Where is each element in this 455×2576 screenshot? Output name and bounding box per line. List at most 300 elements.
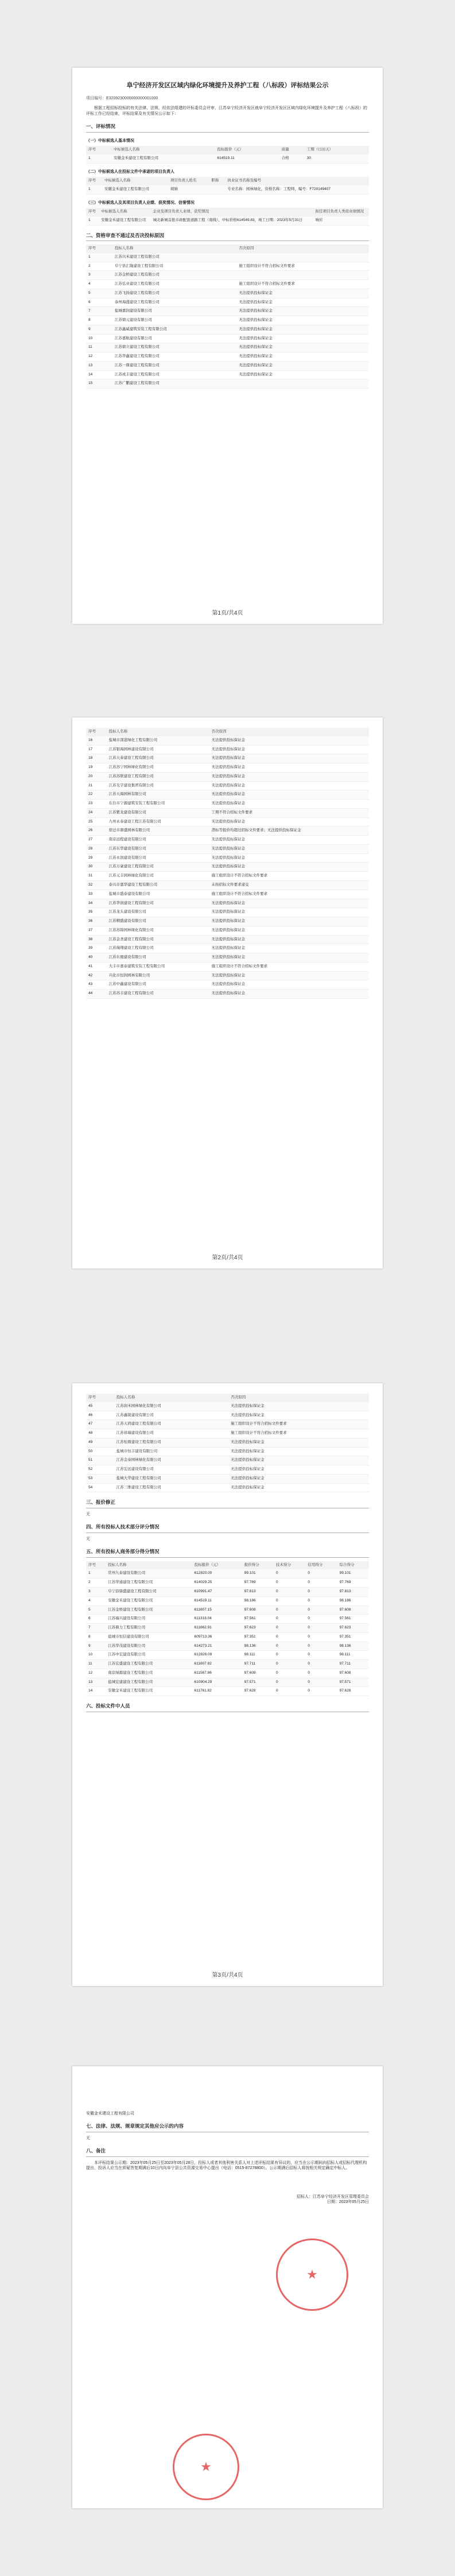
signature-block (86, 2194, 369, 2205)
cell: 江苏东华建设有限公司 (107, 844, 209, 854)
cell: 无法提供投标保证金 (209, 817, 369, 827)
cell: 江苏鼎元建设有限公司 (112, 316, 236, 325)
cell: 江苏宏盛建设工程有限公司 (106, 1660, 192, 1669)
table-row (86, 935, 369, 944)
cell: 0 (305, 1687, 337, 1696)
page-footer: 第3页/共4页 (212, 1972, 243, 1978)
cell: 江苏金圣建设工程有限公司 (107, 935, 209, 944)
cell: 1 (86, 154, 111, 163)
col-header: 投标人名称 (106, 1561, 192, 1570)
cell: 江苏龙头建设有限公司 (107, 908, 209, 917)
col-header: 投标人名称 (107, 728, 209, 736)
cell: 14 (86, 370, 112, 379)
intro-text: 根据工程招标投标的有关法律、法规，经依法组建的评标委员会评审，江苏阜宁经济开发区就阜宁经济开发区区域内绿化环境提升及养护工程（八标段）的评标工作已经结束，评标结果及有关情况公示如下： (86, 106, 367, 116)
col-header: 中标候选人名称 (111, 146, 215, 154)
cell: 江苏金桥建设工程有限公司 (112, 271, 236, 280)
cell: 610904.29 (192, 1678, 242, 1687)
cell: 97.628 (337, 1687, 369, 1696)
cell: 阜宁县鼎盛建设工程有限公司 (106, 1588, 192, 1597)
cell: 0 (274, 1642, 305, 1651)
table-row (86, 836, 369, 845)
section-reject: 二、资格审查不通过及否决投标原因 (86, 232, 369, 241)
manager-table (86, 177, 369, 195)
cell: 11 (86, 1660, 106, 1669)
col-header: 综合得分 (337, 1561, 369, 1570)
cell: 21 (86, 781, 107, 790)
cell: 无法提供投标保证金 (236, 307, 369, 316)
cell: 无法提供投标保证金 (209, 917, 369, 926)
document-page-1 (72, 68, 383, 624)
cell: 27 (86, 836, 107, 845)
cell: 10 (86, 334, 112, 343)
cell: 江苏华鑫建设工程有限公司 (112, 352, 236, 362)
cell: 无法提供投标保证金 (209, 763, 369, 773)
cell: 九州永泰建设工程江苏有限公司 (107, 817, 209, 827)
cell: 8 (86, 316, 112, 325)
section-price-correction: 三、报价修正 (86, 1499, 369, 1508)
cell: 0 (274, 1632, 305, 1642)
cell: 8 (86, 1632, 106, 1642)
cell: 5 (86, 1605, 106, 1615)
table-row (86, 1632, 369, 1642)
cell: 0 (274, 1669, 305, 1678)
cell: 51 (86, 1456, 114, 1465)
cell: 23 (86, 800, 107, 809)
other-text: 无 (86, 2136, 90, 2140)
cell: 16 (86, 736, 107, 745)
table-row (86, 1411, 369, 1420)
cell: 江苏弘业建设工程有限公司 (112, 280, 236, 289)
table-row (86, 754, 369, 763)
cell: 97.711 (337, 1660, 369, 1669)
cell: 0 (305, 1615, 337, 1624)
cell: 97.623 (242, 1624, 274, 1633)
col-header: 序号 (86, 1394, 114, 1402)
col-header: 序号 (86, 245, 112, 253)
cell: 0 (305, 1624, 337, 1633)
remark-text: 本评标结果公示期：2023年05月25日至2023年05月28日，投标人或者其他利害关系人对上述评标结果有异议的，应当在公示期间向招标人或招标代理机构提出，投诉人应当在质疑答复期满后10日内向阜宁县公共资源交易中心提出（电话：0515-87278800）。公示期满后招标人将按相关规定确定中标人。 (86, 2160, 367, 2171)
cell: 无法提供投标保证金 (228, 1447, 369, 1456)
cell: 无法提供投标保证金 (209, 745, 369, 754)
cell: 1 (86, 253, 112, 262)
cell: 610991.47 (192, 1588, 242, 1597)
table-row (86, 953, 369, 963)
table-row (86, 1465, 369, 1475)
cell: 无法提供投标保证金 (228, 1483, 369, 1492)
table-row (86, 1438, 369, 1447)
score-table (86, 1561, 369, 1696)
cell: 江苏中宏建设有限公司 (106, 1651, 192, 1660)
cell: 江苏恒鼎建设工程有限公司 (114, 1438, 229, 1447)
cell: 31 (86, 872, 107, 881)
cell: 44 (86, 990, 107, 999)
cell: 97.351 (242, 1632, 274, 1642)
cell: 江苏苏联建设工程有限公司 (107, 772, 209, 781)
cell: 江苏广鹏建设工程有限公司 (112, 379, 236, 389)
cell: 无法提供投标保证金 (209, 980, 369, 990)
cell: 97.561 (337, 1615, 369, 1624)
cell: 响应 (313, 216, 369, 225)
col-header: 中标候选人名称 (102, 177, 168, 185)
cell: 无法提供投标保证金 (209, 899, 369, 908)
cell: 6 (86, 298, 112, 307)
cell: 612826.09 (192, 1651, 242, 1660)
cell: 0 (274, 1678, 305, 1687)
cell: 34 (86, 899, 107, 908)
table-row (86, 1678, 369, 1687)
cell (236, 271, 369, 280)
cell: 22 (86, 790, 107, 800)
cell: 江苏天鸿建设工程有限公司 (114, 1420, 229, 1429)
table-row (86, 325, 369, 334)
cell: 江苏元丰园林绿化有限公司 (107, 872, 209, 881)
table-row (86, 844, 369, 854)
cell: 江苏福兴建设有限公司 (106, 1615, 192, 1624)
cell: 97.351 (337, 1632, 369, 1642)
table-row (86, 1605, 369, 1615)
cell: 13 (86, 361, 112, 370)
section-remark: 八、备注 (86, 2148, 369, 2156)
cell: 无法提供投标保证金 (209, 736, 369, 745)
cell: 97.769 (337, 1578, 369, 1588)
col-header: 投标人名称 (114, 1394, 229, 1402)
cell: 0 (305, 1669, 337, 1678)
cell: 盐城大华建设工程有限公司 (114, 1474, 229, 1483)
table-row (86, 863, 369, 872)
cell: 611607.82 (192, 1660, 242, 1669)
cell: 6 (86, 1615, 106, 1624)
table-row (86, 908, 369, 917)
col-header: 否决原因 (228, 1394, 369, 1402)
cell: 97.608 (337, 1605, 369, 1615)
table-row (86, 745, 369, 754)
cell: 专业名称：园林绿化，资格名称：工程师，编号：F720149407 (225, 185, 369, 194)
candidate-table (86, 146, 369, 164)
cell: 97.813 (337, 1588, 369, 1597)
cell: 7 (86, 1624, 106, 1633)
cell: 江苏天泰建设工程有限公司 (107, 754, 209, 763)
cell: 无法提供投标保证金 (236, 289, 369, 298)
table-row (86, 1569, 369, 1578)
cell: 0 (274, 1615, 305, 1624)
cell: 无法提供投标保证金 (236, 316, 369, 325)
cell: 盐城市恒丰建设有限公司 (114, 1447, 229, 1456)
table-row (86, 926, 369, 935)
cell: 24 (86, 808, 107, 817)
cell: 江苏银海园林建设有限公司 (107, 745, 209, 754)
reject-table-1 (86, 245, 369, 389)
cell: 无法提供投标保证金 (228, 1474, 369, 1483)
cell: 无法提供投标保证金 (209, 935, 369, 944)
cell: 无法提供投标保证金 (209, 926, 369, 935)
cell: 18 (86, 754, 107, 763)
col-header: 拟任项目负责人类似业绩情况 (313, 208, 369, 216)
cell: 江苏光宇建设集团有限公司 (107, 781, 209, 790)
table-row (86, 1687, 369, 1696)
cell: 33 (86, 890, 107, 899)
cell: 东台市宁源建筑安装工程有限公司 (107, 800, 209, 809)
cell: 12 (86, 352, 112, 362)
cell: 无法提供投标保证金 (228, 1465, 369, 1475)
cell: 城北新城首批市政配套道路工程（南线）、中标价格614549.83，竣工日期：2023年5月31日 (151, 216, 313, 225)
cell: 无法提供投标保证金 (209, 772, 369, 781)
cell: 阜宁县汇隆建设工程有限公司 (112, 262, 236, 271)
cell: 无法提供投标保证金 (209, 863, 369, 872)
table-row (86, 370, 369, 379)
cell: 614029.25 (192, 1578, 242, 1588)
cell: 江苏嘉航建设有限公司 (112, 334, 236, 343)
col-header: 中标候选人名称 (99, 208, 151, 216)
price-correction-text: 无 (86, 1512, 90, 1516)
table-row (86, 990, 369, 999)
cell: 99.101 (242, 1569, 274, 1578)
cell: 施工组织设计不符合招标文件要求 (236, 262, 369, 271)
cell: 0 (305, 1651, 337, 1660)
cell: 612820.00 (192, 1569, 242, 1578)
cell: 47 (86, 1420, 114, 1429)
cell: 98.186 (337, 1596, 369, 1605)
cell: 施工组织设计不符合招标文件要求 (209, 890, 369, 899)
cell: 611567.86 (192, 1669, 242, 1678)
table-row (86, 1588, 369, 1597)
cell (236, 253, 369, 262)
cell: 江苏三维建设工程有限公司 (114, 1483, 229, 1492)
cell: 江苏瑞翔建设工程有限公司 (107, 944, 209, 953)
cell: 50 (86, 1447, 114, 1456)
cell: 614273.21 (192, 1642, 242, 1651)
table-row (86, 262, 369, 271)
cell: 46 (86, 1411, 114, 1420)
cell: 施工组织设计不符合招标文件要求 (228, 1420, 369, 1429)
table-row (86, 253, 369, 262)
section-technical: 四、所有投标人技术部分评分情况 (86, 1524, 369, 1533)
cell: 江苏中鑫建设有限公司 (107, 980, 209, 990)
cell: 安徽金禾建设工程有限公司 (102, 185, 168, 194)
cell: 0 (305, 1605, 337, 1615)
personnel-company: 安徽金禾建设工程有限公司 (86, 2112, 134, 2116)
cell: 工期不符合招标文件要求 (209, 808, 369, 817)
cell: 32 (86, 881, 107, 890)
cell: 0 (274, 1578, 305, 1588)
col-header: 投标人名称 (112, 245, 236, 253)
cell: 江苏金泰园林绿化有限公司 (114, 1456, 229, 1465)
table-row (86, 361, 369, 370)
cell: 36 (86, 917, 107, 926)
cell: 施工组织设计不符合招标文件要求 (209, 872, 369, 881)
col-header: 否决原因 (209, 728, 369, 736)
cell: 7 (86, 307, 112, 316)
table-row (86, 763, 369, 773)
table-row (86, 817, 369, 827)
table-row (86, 343, 369, 352)
cell: 98.111 (242, 1651, 274, 1660)
cell: 江苏鼎力工程有限公司 (106, 1624, 192, 1633)
cell: 南京绿源建设工程有限公司 (106, 1669, 192, 1678)
col-header: 项目负责人姓名 (168, 177, 209, 185)
cell: 4 (86, 1596, 106, 1605)
cell: 无法提供投标保证金 (236, 343, 369, 352)
col-header: 序号 (86, 146, 111, 154)
table-row (86, 379, 369, 389)
cell: 609713.36 (192, 1632, 242, 1642)
cell: 无法提供投标保证金 (236, 361, 369, 370)
cell: 无法提供投标保证金 (209, 790, 369, 800)
cell: 29 (86, 854, 107, 863)
cell: 28 (86, 844, 107, 854)
cell: 38 (86, 935, 107, 944)
table-row (86, 808, 369, 817)
col-header: 质量 (279, 146, 305, 154)
cell: 53 (86, 1474, 114, 1483)
cell: 98.136 (242, 1642, 274, 1651)
cell: 无法提供投标保证金 (209, 953, 369, 963)
cell: 611761.82 (192, 1687, 242, 1696)
cell: 12 (86, 1669, 106, 1678)
cell: 施工组织设计不符合招标文件要求 (228, 1429, 369, 1438)
seal-star-icon: ★ (200, 2459, 212, 2474)
cell: 1 (86, 1569, 106, 1578)
table-row (86, 1615, 369, 1624)
cell: 99.101 (337, 1569, 369, 1578)
cell: 48 (86, 1429, 114, 1438)
table-row (86, 917, 369, 926)
cell: 江苏鑫威建筑安装工程有限公司 (112, 325, 236, 334)
col-header: 序号 (86, 208, 99, 216)
cell: 江苏飞扬建设工程有限公司 (112, 289, 236, 298)
subsection-manager: （二）中标候选人在投标文件中承诺的项目负责人 (86, 169, 174, 174)
table-row (86, 1420, 369, 1429)
table-row (86, 1402, 369, 1411)
cell: 17 (86, 745, 107, 754)
cell: 97.813 (242, 1588, 274, 1597)
table-row (86, 280, 369, 289)
table-row (86, 790, 369, 800)
cell: 兴化市恒润园林有限公司 (107, 971, 209, 980)
cell: 大丰市嘉泰建筑安装工程有限公司 (107, 962, 209, 971)
document-page-2 (72, 717, 383, 1268)
cell: 江苏苏锦园林绿化有限公司 (107, 926, 209, 935)
cell: 97.571 (242, 1678, 274, 1687)
table-row (86, 736, 369, 745)
cell: 无法提供投标保证金 (236, 352, 369, 362)
cell: 江苏一鼎建设工程有限公司 (112, 361, 236, 370)
cell: 4 (86, 280, 112, 289)
cell: 无法提供投标保证金 (228, 1456, 369, 1465)
cell: 0 (274, 1660, 305, 1669)
cell: 611662.91 (192, 1624, 242, 1633)
col-header: 技术得分 (274, 1561, 305, 1570)
cell: 30 (305, 154, 369, 163)
col-header: 职称 (209, 177, 225, 185)
cell: 97.608 (242, 1605, 274, 1615)
cell: 97.608 (337, 1669, 369, 1678)
cell: 南京远程建设有限公司 (107, 836, 209, 845)
cell: 江苏永润建设有限公司 (107, 854, 209, 863)
page-footer: 第2页/共4页 (212, 1254, 243, 1261)
cell: 2 (86, 1578, 106, 1588)
cell: 江苏兴禾建设工程有限公司 (112, 253, 236, 262)
cell: 无法提供投标保证金 (209, 971, 369, 980)
cell: 无法提供投标保证金 (209, 990, 369, 999)
cell: 30 (86, 863, 107, 872)
table-row (86, 1483, 369, 1492)
table-row (86, 781, 369, 790)
cell: 江苏华茂建设有限公司 (106, 1642, 192, 1651)
col-header: 否决原因 (236, 245, 369, 253)
cell: 无法提供投标保证金 (209, 781, 369, 790)
cell: 江苏紫龙建设有限公司 (107, 808, 209, 817)
table-row (86, 1660, 369, 1669)
cell: 无法提供投标保证金 (228, 1402, 369, 1411)
table-row (86, 971, 369, 980)
subsection-candidates: （一）中标候选人基本情况 (86, 138, 134, 143)
cell: 10 (86, 1651, 106, 1660)
cell: 0 (305, 1578, 337, 1588)
cell: 江苏苏丰建设工程有限公司 (107, 990, 209, 999)
cell: 0 (274, 1605, 305, 1615)
official-seal (276, 2239, 348, 2311)
cell: 97.711 (242, 1660, 274, 1669)
table-row (86, 1429, 369, 1438)
cell: 0 (305, 1596, 337, 1605)
col-header: 序号 (86, 177, 102, 185)
technical-text: 无 (86, 1537, 90, 1541)
cell: 安徽金禾建设工程有限公司 (106, 1687, 192, 1696)
subsection-performance: （三）中标候选人及其项目负责人业绩、获奖情况、信誉情况 (86, 200, 195, 205)
cell: 江苏鼎立建设工程有限公司 (112, 343, 236, 352)
cell: 泰州海盛建设工程有限公司 (112, 298, 236, 307)
project-code (86, 96, 369, 101)
section-other: 七、法律、法规、规章规定其他应公示的内容 (86, 2123, 369, 2132)
cell: 宿迁市鼎盛园林有限公司 (107, 827, 209, 836)
table-row (86, 1447, 369, 1456)
cell: 15 (86, 379, 112, 389)
cell: 11 (86, 343, 112, 352)
cell: 0 (274, 1651, 305, 1660)
table-row (86, 1596, 369, 1605)
cell: 无法提供投标保证金 (209, 844, 369, 854)
signature-date: 日期：2023年05月25日 (326, 2200, 369, 2205)
cell: 无法提供投标保证金 (209, 800, 369, 809)
cell: 合格 (279, 154, 305, 163)
cell: 0 (274, 1624, 305, 1633)
cell: 3 (86, 1588, 106, 1597)
performance-table (86, 208, 369, 226)
table-row (86, 1578, 369, 1588)
cell: 江苏润禾园林绿化有限公司 (114, 1402, 229, 1411)
cell: 无法提供投标保证金 (209, 854, 369, 863)
cell: 潜标等报价均超过招标文件要求；无法提供投标保证金 (209, 827, 369, 836)
cell: 江苏华通建设工程有限公司 (106, 1578, 192, 1588)
document-page-4 (72, 2066, 383, 2508)
cell: 盐城市深港绿化工程有限公司 (107, 736, 209, 745)
table-row (86, 1669, 369, 1678)
col-header: 序号 (86, 728, 107, 736)
cell: 胡婧 (168, 185, 209, 194)
table-row (86, 185, 369, 194)
cell: 52 (86, 1465, 114, 1475)
cell: 无法提供投标保证金 (209, 754, 369, 763)
cell: 泰兴市嘉华建设工程有限公司 (107, 881, 209, 890)
cell: 盐城市盛泰建设有限公司 (107, 890, 209, 899)
cell: 0 (274, 1569, 305, 1578)
cell: 江苏精盛建设有限公司 (107, 917, 209, 926)
cell: 5 (86, 289, 112, 298)
table-row (86, 772, 369, 781)
table-row (86, 944, 369, 953)
cell: 26 (86, 827, 107, 836)
cell: 54 (86, 1483, 114, 1492)
